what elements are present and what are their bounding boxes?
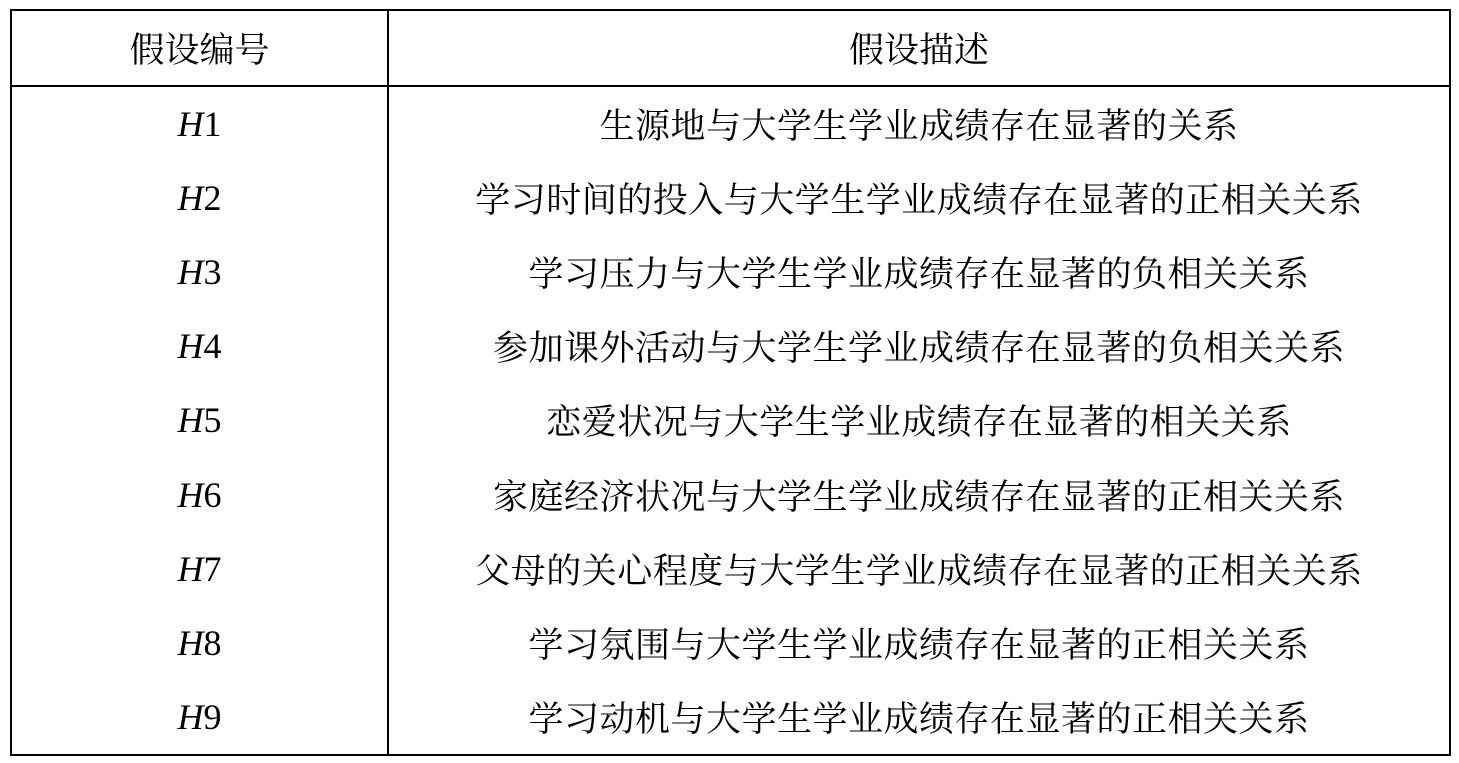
hypothesis-id-cell: [12, 680, 388, 754]
hypothesis-id-letter: H: [177, 548, 204, 589]
hypothesis-id-number: 6: [203, 474, 222, 515]
hypothesis-id-number: 5: [203, 400, 222, 441]
hypothesis-id-number: 3: [203, 252, 222, 293]
table-row: [12, 383, 1449, 457]
header-row: [12, 11, 1449, 86]
hypothesis-id-cell: [12, 383, 388, 457]
hypothesis-id-number: 2: [203, 178, 222, 219]
hypothesis-id-number: 9: [203, 696, 222, 737]
table-row: [12, 161, 1449, 235]
table-row: [12, 606, 1449, 680]
hypothesis-id-letter: H: [177, 326, 204, 367]
hypothesis-description-cell: 参加课外活动与大学生学业成绩存在显著的负相关关系: [492, 329, 1345, 370]
hypothesis-id-letter: H: [177, 104, 204, 145]
hypothesis-description-cell: 学习时间的投入与大学生学业成绩存在显著的正相关关系: [475, 181, 1363, 222]
table-row: [12, 532, 1449, 606]
hypothesis-id-number: 4: [203, 326, 222, 367]
table-header: [12, 11, 1449, 86]
hypothesis-description-cell: 学习动机与大学生学业成绩存在显著的正相关关系: [528, 699, 1310, 740]
hypothesis-description-cell: 学习压力与大学生学业成绩存在显著的负相关关系: [528, 255, 1310, 296]
hypothesis-id-cell: [12, 86, 388, 161]
hypothesis-id-letter: H: [177, 252, 204, 293]
hypothesis-id-number: 1: [203, 104, 222, 145]
hypothesis-table-frame: [10, 9, 1451, 756]
table-row: [12, 86, 1449, 161]
hypothesis-id-cell: [12, 458, 388, 532]
hypothesis-id-letter: H: [177, 178, 204, 219]
table-row: [12, 680, 1449, 754]
table-body: [12, 86, 1449, 754]
hypothesis-id-letter: H: [177, 696, 204, 737]
table-row: [12, 309, 1449, 383]
hypothesis-id-cell: [12, 235, 388, 309]
hypothesis-id-letter: H: [177, 400, 204, 441]
table-row: [12, 458, 1449, 532]
hypothesis-id-letter: H: [177, 474, 204, 515]
hypothesis-id-cell: [12, 161, 388, 235]
hypothesis-description-cell: 生源地与大学生学业成绩存在显著的关系: [599, 107, 1239, 148]
hypothesis-id-number: 7: [203, 548, 222, 589]
hypothesis-id-letter: H: [177, 622, 204, 663]
hypothesis-description-cell: 家庭经济状况与大学生学业成绩存在显著的正相关关系: [492, 477, 1345, 518]
hypothesis-description-cell: 学习氛围与大学生学业成绩存在显著的正相关关系: [528, 625, 1310, 666]
table-row: [12, 235, 1449, 309]
hypothesis-id-cell: [12, 606, 388, 680]
header-hypothesis-id: 假设编号: [12, 11, 388, 86]
hypothesis-id-cell: [12, 309, 388, 383]
hypothesis-table: [12, 11, 1449, 754]
header-hypothesis-description: 假设描述: [388, 11, 1449, 86]
hypothesis-id-number: 8: [203, 622, 222, 663]
hypothesis-description-cell: 父母的关心程度与大学生学业成绩存在显著的正相关关系: [475, 551, 1363, 592]
hypothesis-id-cell: [12, 532, 388, 606]
hypothesis-description-cell: 恋爱状况与大学生学业成绩存在显著的相关关系: [546, 403, 1292, 444]
